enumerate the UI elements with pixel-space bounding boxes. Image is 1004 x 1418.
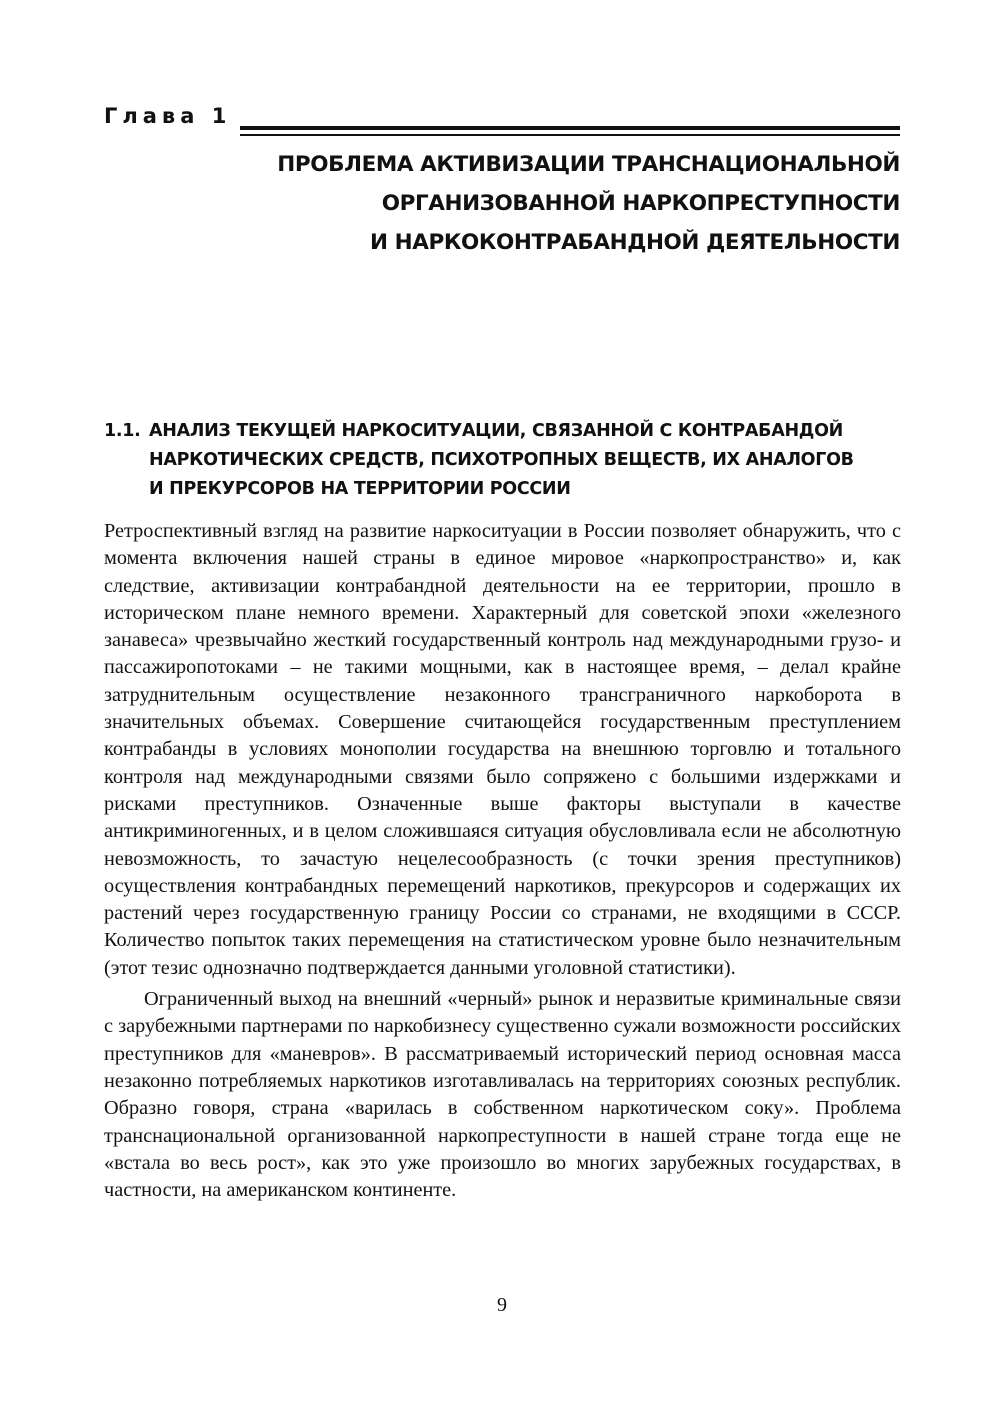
chapter-title-line: И НАРКОКОНТРАБАНДНОЙ ДЕЯТЕЛЬНОСТИ	[369, 230, 900, 255]
body-text	[104, 518, 901, 1204]
chapter-label: Глава 1	[104, 104, 232, 128]
chapter-rule-thin	[240, 134, 900, 136]
chapter-title	[220, 145, 900, 262]
section-heading	[104, 417, 904, 504]
chapter-title-line: ПРОБЛЕМА АКТИВИЗАЦИИ ТРАНСНАЦИОНАЛЬНОЙ	[277, 152, 900, 177]
page-number: 9	[497, 1294, 507, 1316]
chapter-title-line: ОРГАНИЗОВАННОЙ НАРКОПРЕСТУПНОСТИ	[381, 191, 900, 216]
paragraph: Ретроспективный взгляд на развитие наркоситуации в России позволяет обнаружить, что с момента включения нашей страны в единое мировое «наркопространство» и, как следствие, активизации контрабандной деятельности на ее территории, прошло в историческом плане немного времени. Характерный для советской эпохи «железного занавеса» чрезвычайно жесткий государственный контроль над международными грузо- и пассажиропотоками – не такими мощными, как в настоящее время, – делал крайне затруднительным осуществление незаконного трансграничного наркоборота в значительных объемах. Совершение считающейся государственным преступлением контрабанды в условиях монополии государства на внешнюю торговлю и тотального контроля над международными связями было сопряжено с большими издержками и рисками преступников. Означенные выше факторы выступали в качестве антикриминогенных, и в целом сложившаяся ситуация обусловливала если не абсолютную невозможность, то зачастую нецелесообразность (с точки зрения преступников) осуществления контрабандных перемещений наркотиков, прекурсоров и содержащих их растений через государственную границу России со странами, не входящими в СССР. Количество попыток таких перемещения на статистическом уровне было незначительным (этот тезис однозначно подтверждается данными уголовной статистики).	[104, 520, 901, 979]
chapter-rule	[240, 126, 900, 138]
paragraph: Ограниченный выход на внешний «черный» рынок и неразвитые криминальные связи с зарубежными партнерами по наркобизнесу существенно сужали возможности российских преступников для «маневров». В рассматриваемый исторический период основная масса незаконно потребляемых наркотиков изготавливалась на территориях союзных республик. Образно говоря, страна «варилась в собственном наркотическом соку». Проблема транснациональной организованной наркопреступности в нашей стране тогда еще не «встала во весь рост», как это уже произошло во многих зарубежных государствах, в частности, на американском континенте.	[104, 988, 901, 1202]
section-title-line: АНАЛИЗ ТЕКУЩЕЙ НАРКОСИТУАЦИИ, СВЯЗАННОЙ С КОНТРАБАНДОЙ	[149, 421, 843, 441]
section-title-line: И ПРЕКУРСОРОВ НА ТЕРРИТОРИИ РОССИИ	[149, 479, 571, 499]
chapter-rule-thick	[240, 126, 900, 130]
section-title	[149, 417, 904, 504]
section-number: 1.1.	[104, 421, 141, 441]
section-title-line: НАРКОТИЧЕСКИХ СРЕДСТВ, ПСИХОТРОПНЫХ ВЕЩЕСТВ, ИХ АНАЛОГОВ	[149, 450, 854, 470]
